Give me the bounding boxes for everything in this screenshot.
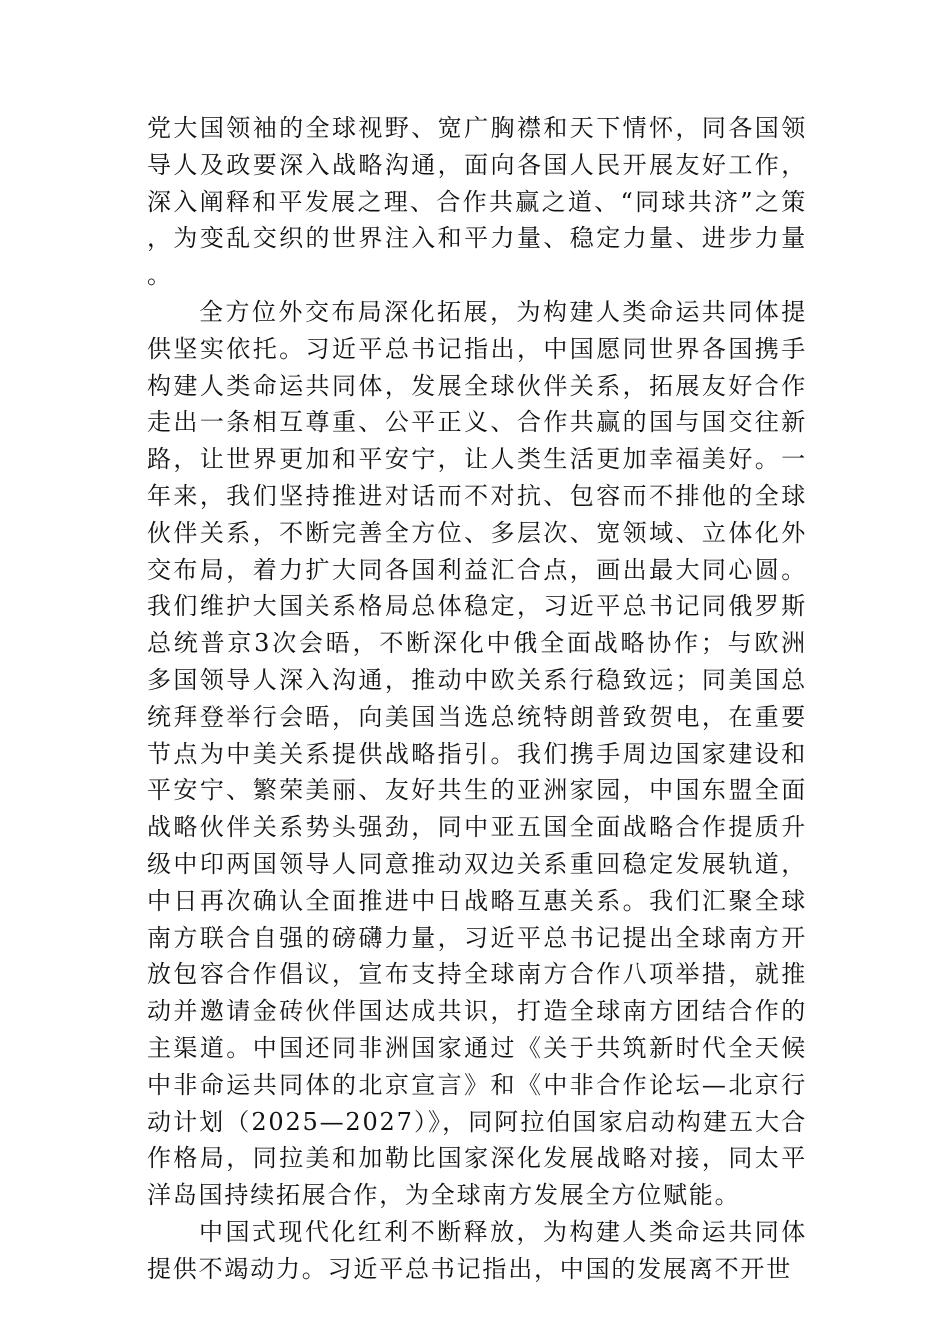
paragraph-3: 中国式现代化红利不断释放，为构建人类命运共同体提供不竭动力。习近平总书记指出，中国的发展离不开世 — [147, 1217, 807, 1283]
document-page — [147, 110, 807, 1288]
paragraph-2: 全方位外交布局深化拓展，为构建人类命运共同体提供坚实依托。习近平总书记指出，中国愿同世界各国携手构建人类命运共同体，发展全球伙伴关系，拓展友好合作走出一条相互尊重、公平正义、合作共赢的国与国交往新路，让世界更加和平安宁，让人类生活更加幸福美好。一年来，我们坚持推进对话而不对抗、包容而不排他的全球伙伴关系，不断完善全方位、多层次、宽领域、立体化外交布局，着力扩大同各国利益汇合点，画出最大同心圆。我们维护大国关系格局总体稳定，习近平总书记同俄罗斯总统普京3次会晤，不断深化中俄全面战略协作；与欧洲多国领导人深入沟通，推动中欧关系行稳致远；同美国总统拜登举行会晤，向美国当选总统特朗普致贺电，在重要节点为中美关系提供战略指引。我们携手周边国家建设和平安宁、繁荣美丽、友好共生的亚洲家园，中国东盟全面战略伙伴关系势头强劲，同中亚五国全面战略合作提质升级中印两国领导人同意推动双边关系重回稳定发展轨道，中日再次确认全面推进中日战略互惠关系。我们汇聚全球南方联合自强的磅礴力量，习近平总书记提出全球南方开放包容合作倡议，宣布支持全球南方合作八项举措，就推动并邀请金砖伙伴国达成共识，打造全球南方团结合作的主渠道。中国还同非洲国家通过《关于共筑新时代全天候中非命运共同体的北京宣言》和《中非合作论坛—北京行动计划（2025—2027）》，同阿拉伯国家启动构建五大合作格局，同拉美和加勒比国家深化发展战略对接，同太平洋岛国持续拓展合作，为全球南方发展全方位赋能。 — [147, 297, 807, 1210]
paragraph-1: 党大国领袖的全球视野、宽广胸襟和天下情怀，同各国领导人及政要深入战略沟通，面向各国人民开展友好工作，深入阐释和平发展之理、合作共赢之道、“同球共济”之策，为变乱交织的世界注入和平力量、稳定力量、进步力量。 — [147, 114, 807, 290]
